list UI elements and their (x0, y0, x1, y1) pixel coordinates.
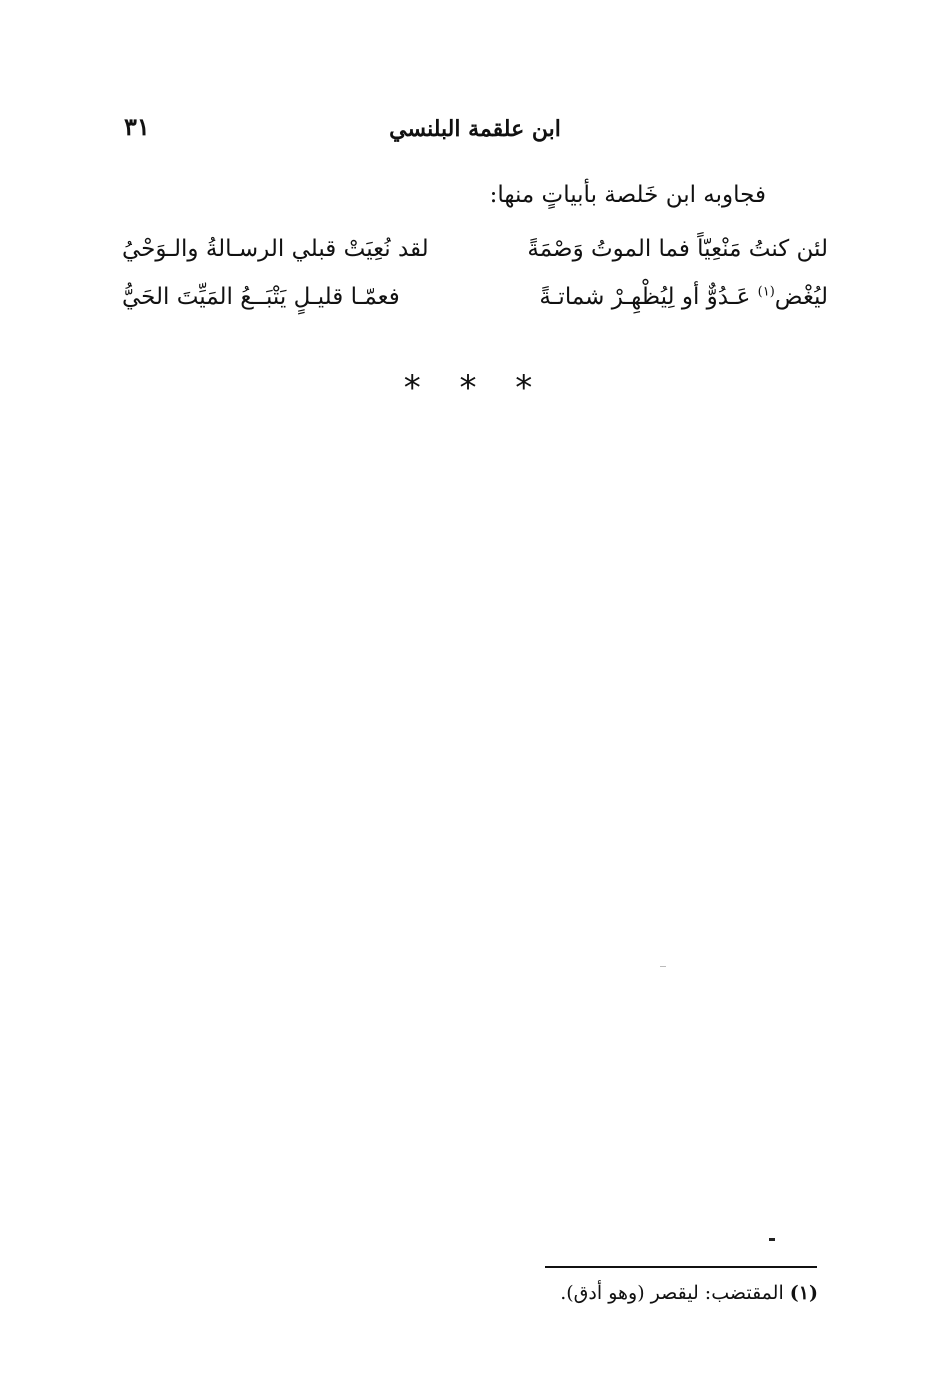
poem (122, 236, 828, 332)
verse-2-first-rest: عَـدُوٌّ أو لِيُظْهِـرْ شماتـةً (539, 284, 758, 310)
footnote-number: (١) (789, 1282, 818, 1304)
page-number: ٣١ (124, 112, 150, 141)
verse-2-first-word: ليُغْض (774, 284, 828, 310)
verse-1-second-hemistich: لقد نُعِيَتْ قبلي الرسـالةُ والـوَحْيُ (122, 236, 429, 262)
footnote-text: المقتضب: ليقصر (وهو أدق). (560, 1282, 790, 1304)
scan-speck (769, 1238, 775, 1241)
running-title: ابن علقمة البلنسي (389, 116, 561, 142)
verse-1-first-hemistich: لئن كنتُ مَنْعِيّاً فما الموتُ وَصْمَةً (527, 236, 828, 262)
scan-speck (660, 966, 666, 967)
verse-2-second-hemistich: فعمّـا قليـلٍ يَتْبَــعُ المَيِّتَ الحَيُّ (122, 284, 400, 310)
verse-2 (122, 284, 828, 332)
verse-2-first-hemistich (539, 284, 828, 310)
section-separator: * * * (403, 368, 547, 408)
footnote (560, 1282, 818, 1304)
page-header (120, 112, 830, 152)
footnote-divider (545, 1266, 817, 1268)
footnote-marker[interactable]: (١) (757, 284, 775, 300)
intro-line: فجاوبه ابن خَلصة بأبياتٍ منها: (489, 182, 766, 208)
verse-1 (122, 236, 828, 284)
